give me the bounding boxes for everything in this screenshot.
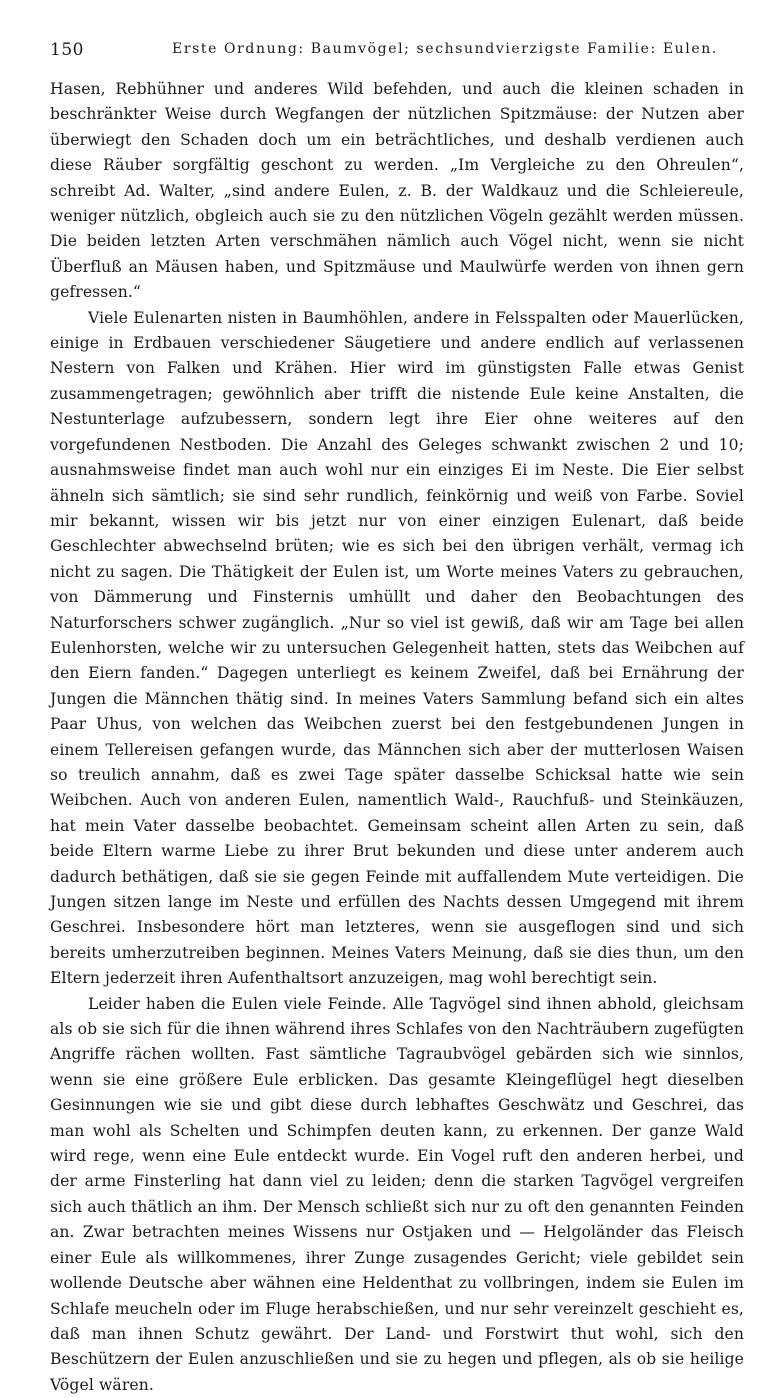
paragraph-3: Leider haben die Eulen viele Feinde. Alle Tagvögel sind ihnen abhold, gleichsam als ob sie sich für die ihnen während ihres Schlafes von den Nachträubern zugefügten Angriffe rächen wollten. Fast sämtliche Tagraubvögel gebärden sich wie sinnlos, wenn sie eine größere Eule erblicken. Das gesamte Kleingeflügel hegt dieselben Gesinnungen wie sie und gibt diese durch lebhaftes Geschwätz und Geschrei, das man wohl als Schelten und Schimpfen deuten kann, zu erkennen. Der ganze Wald wird rege, wenn eine Eule entdeckt wurde. Ein Vogel ruft den anderen herbei, und der arme Finsterling hat dann viel zu leiden; denn die starken Tagvögel vergreifen sich auch thätlich an ihm. Der Mensch schließt sich nur zu oft den genannten Feinden an. Zwar betrachten meines Wissens nur Ostjaken und — Helgoländer das Fleisch einer Eule als willkommenes, ihrer Zunge zusagendes Gericht; viele gebildet sein wollende Deutsche aber wähnen eine Heldenthat zu vollbringen, indem sie Eulen im Schlafe meucheln oder im Fluge herabschießen, und nur sehr vereinzelt geschieht es, daß man ihnen Schutz gewährt. Der Land- und Forstwirt thut wohl, sich den Beschützern der Eulen anzuschließen und sie zu hegen und pflegen, als ob sie heilige Vögel wären. [50, 994, 744, 1394]
running-head [50, 40, 748, 64]
page-number: 150 [50, 40, 84, 60]
paragraph-2: Viele Eulenarten nisten in Baumhöhlen, andere in Felsspalten oder Mauerlücken, einige in Erdbauen verschiedener Säugetiere und andere endlich auf verlassenen Nestern von Falken und Krähen. Hier wird im günstigsten Falle etwas Genist zusammengetragen; gewöhnlich aber trifft die nistende Eule keine Anstalten, die Nestunterlage aufzubessern, sondern legt ihre Eier ohne weiteres auf den vorgefundenen Nestboden. Die Anzahl des Geleges schwankt zwischen 2 und 10; ausnahmsweise findet man auch wohl nur ein einziges Ei im Neste. Die Eier selbst ähneln sich sämtlich; sie sind sehr rundlich, feinkörnig und weiß von Farbe. Soviel mir bekannt, wissen wir bis jetzt nur von einer einzigen Eulenart, daß beide Geschlechter abwechselnd brüten; wie es sich bei den übrigen verhält, vermag ich nicht zu sagen. Die Thätigkeit der Eulen ist, um Worte meines Vaters zu gebrauchen, von Dämmerung und Finsternis umhüllt und daher den Beobachtungen des Naturforschers schwer zugänglich. „Nur so viel ist gewiß, daß wir am Tage bei allen Eulenhorsten, welche wir zu untersuchen Gelegenheit hatten, stets das Weibchen auf den Eiern fanden.“ Dagegen unterliegt es keinem Zweifel, daß bei Ernährung der Jungen die Männchen thätig sind. In meines Vaters Sammlung befand sich ein altes Paar Uhus, von welchen das Weibchen zuerst bei den festgebundenen Jungen in einem Tellereisen gefangen wurde, das Männchen sich aber der mutterlosen Waisen so treulich annahm, daß es zwei Tage später dasselbe Schicksal hatte wie sein Weibchen. Auch von anderen Eulen, namentlich Wald-, Rauchfuß- und Steinkäuzen, hat mein Vater dasselbe beobachtet. Gemeinsam scheint allen Arten zu sein, daß beide Eltern warme Liebe zu ihrer Brut bekunden und diese unter anderem auch dadurch bethätigen, daß sie sie gegen Feinde mit auffallendem Mute verteidigen. Die Jungen sitzen lange im Neste und erfüllen des Nachts dessen Umgegend mit ihrem Geschrei. Insbesondere hört man letzteres, wenn sie ausgeflogen sind und sich bereits umherzutreiben beginnen. Meines Vaters Meinung, daß sie dies thun, um den Eltern jederzeit ihren Aufenthaltsort anzuzeigen, mag wohl berechtigt sein. [50, 308, 744, 988]
running-title: Erste Ordnung: Baumvögel; sechsundvierzigste Familie: Eulen. [172, 41, 718, 57]
paragraph-1: Hasen, Rebhühner und anderes Wild befehden, und auch die kleinen schaden in beschränkter Weise durch Wegfangen der nützlichen Spitzmäuse: der Nutzen aber überwiegt den Schaden doch um ein beträchtliches, und deshalb verdienen auch diese Räuber sorgfältig geschont zu werden. „Im Vergleiche zu den Ohreulen“, schreibt Ad. Walter, „sind andere Eulen, z. B. der Waldkauz und die Schleiereule, weniger nützlich, obgleich auch sie zu den nützlichen Vögeln gezählt werden müssen. Die beiden letzten Arten verschmähen nämlich auch Vögel nicht, wenn sie nicht Überfluß an Mäusen haben, und Spitzmäuse und Maulwürfe werden von ihnen gern gefressen.“ [50, 80, 744, 302]
